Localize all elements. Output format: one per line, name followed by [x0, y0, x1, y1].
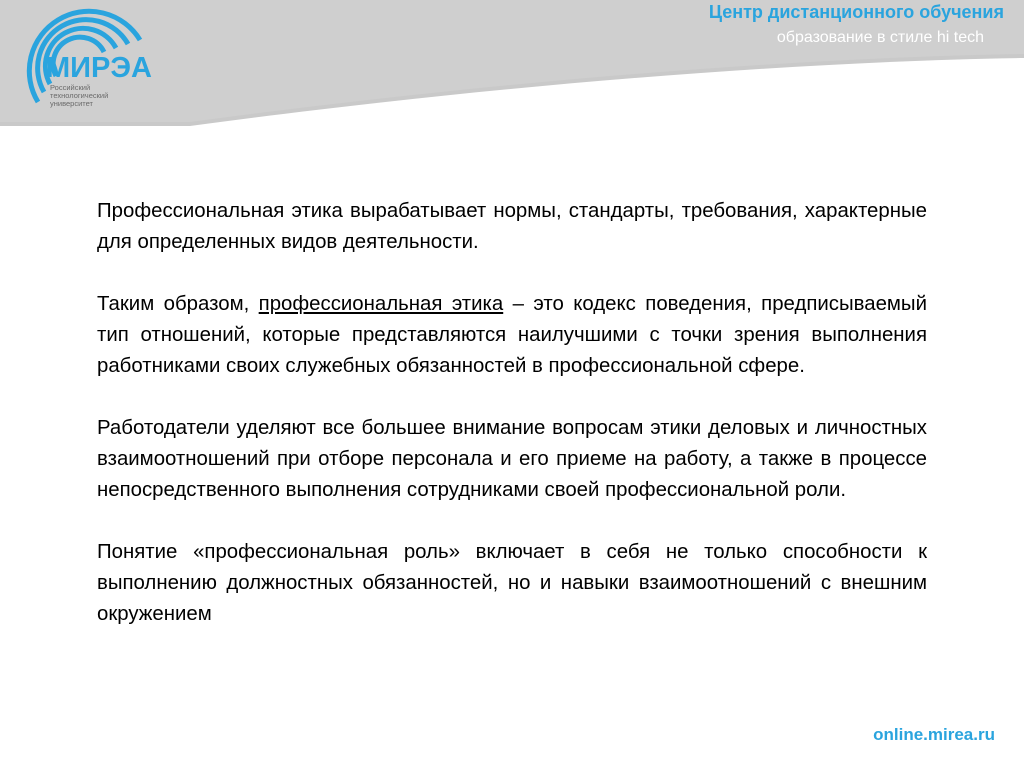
- center-title: Центр дистанционного обучения: [708, 2, 1004, 22]
- paragraph-2: Таким образом, профессиональная этика – это кодекс поведения, предписываемый тип отношений, которые представляются наилучшими с точки зрения выполнения работниками своих служебных обязанностей в профессиональной сфере.: [97, 293, 927, 377]
- logo-wordmark: МИРЭА: [46, 52, 152, 84]
- paragraph-1: Профессиональная этика вырабатывает нормы, стандарты, требования, характерные для определенных видов деятельности.: [97, 200, 927, 253]
- logo-subtitle: Российский технологический университет: [50, 83, 109, 108]
- underlined-term: профессиональная этика: [258, 293, 504, 315]
- slide-body: [97, 196, 927, 630]
- paragraph-3: Работодатели уделяют все большее внимание вопросам этики деловых и личностных взаимоотношений при отборе персонала и его приеме на работу, а также в процессе непосредственного выполнения сотрудниками своей профессиональной роли.: [97, 417, 927, 501]
- mirea-logo: [0, 0, 200, 125]
- center-subtitle: образование в стиле hi tech: [776, 29, 984, 46]
- footer-url[interactable]: online.mirea.ru: [873, 725, 995, 744]
- paragraph-4: Понятие «профессиональная роль» включает в себя не только способности к выполнению должностных обязанностей, но и навыки взаимоотношений с внешним окружением: [97, 541, 927, 625]
